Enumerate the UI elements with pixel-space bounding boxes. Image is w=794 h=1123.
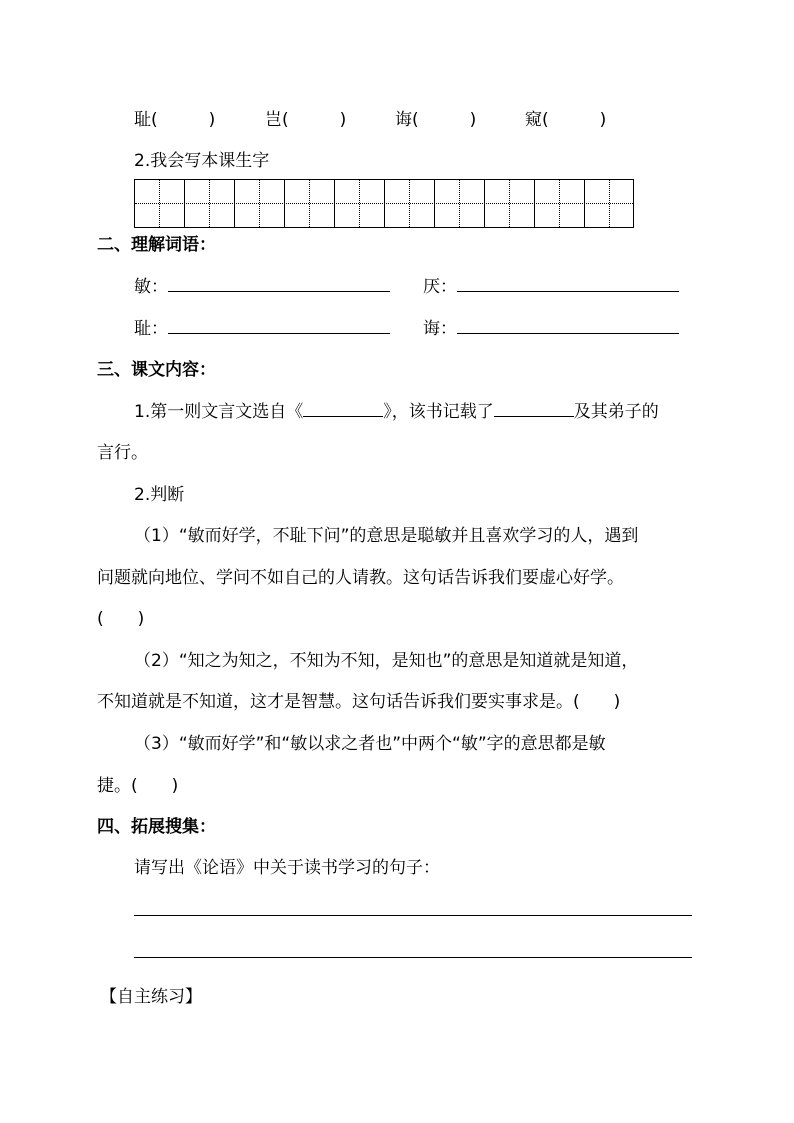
judgement-2-line-1: （2）“知之为知之，不知为不知，是知也”的意思是知道就是知道， [134,651,639,671]
self-practice-label: 【自主练习】 [100,987,202,1007]
vocab-answer-line[interactable] [168,319,390,334]
pinyin-blank[interactable]: ( ) [282,110,347,130]
pinyin-blank[interactable]: ( ) [542,110,607,130]
grid-line [559,180,560,227]
grid-line [259,180,260,227]
grid-line [459,180,460,227]
question-text: 》，该书记载了 [383,402,494,422]
vocab-label: 诲： [423,319,457,339]
grid-line [284,180,285,227]
grid-line [434,180,435,227]
pinyin-blank[interactable]: ( ) [412,110,477,130]
question-2-label: 2.判断 [134,485,185,505]
section-heading-content: 三、课文内容： [97,360,216,380]
character-writing-grid[interactable] [134,179,634,228]
vocab-item-chi [134,314,390,339]
judgement-3-line-1: （3）“敏而好学”和“敏以求之者也”中两个“敏”字的意思都是敏 [134,734,606,754]
grid-line [334,180,335,227]
section-heading-vocabulary: 二、理解词语： [97,235,216,255]
pinyin-item-4 [525,105,606,130]
pinyin-char: 岂 [265,110,282,130]
grid-line [584,180,585,227]
vocab-label: 厌： [423,277,457,297]
pinyin-char: 诲 [395,110,412,130]
grid-line [609,180,610,227]
pinyin-item-3 [395,105,476,130]
judgement-1-line-1: （1）“敏而好学，不耻下问”的意思是聪敏并且喜欢学习的人，遇到 [134,526,639,546]
grid-line [484,180,485,227]
grid-line [309,180,310,227]
grid-line [384,180,385,227]
question-1-line-1 [134,397,659,422]
judgement-1-line-2: 问题就向地位、学问不如自己的人请教。这句话告诉我们要虚心好学。 [97,568,624,588]
vocab-item-yan [423,272,679,297]
pinyin-item-1 [134,105,215,130]
vocab-item-hui [423,314,679,339]
grid-line [409,180,410,227]
book-title-blank[interactable] [303,402,383,417]
section-heading-extension: 四、拓展搜集： [97,817,216,837]
pinyin-char: 窥 [525,110,542,130]
question-text: 1.第一则文言文选自《 [134,402,304,422]
vocab-answer-line[interactable] [168,277,390,292]
vocab-label: 耻： [134,319,168,339]
extension-prompt: 请写出《论语》中关于读书学习的句子： [134,858,440,878]
grid-line [209,180,210,227]
answer-line-2[interactable] [134,957,692,958]
pinyin-blank[interactable]: ( ) [151,110,216,130]
pinyin-item-2 [265,105,346,130]
answer-line-1[interactable] [134,915,692,916]
grid-line [359,180,360,227]
grid-line [234,180,235,227]
person-blank[interactable] [494,402,574,417]
grid-line [509,180,510,227]
grid-line [534,180,535,227]
grid-line [159,180,160,227]
grid-line [184,180,185,227]
vocab-answer-line[interactable] [457,319,679,334]
question-1-line-2: 言行。 [97,443,148,463]
judgement-3-line-2: 捷。( ) [97,776,179,796]
vocab-item-min [134,272,390,297]
write-characters-label: 2.我会写本课生字 [134,151,270,171]
question-text: 及其弟子的 [573,402,659,422]
judgement-2-line-2: 不知道就是不知道，这才是智慧。这句话告诉我们要实事求是。( ) [97,692,621,712]
vocab-answer-line[interactable] [457,277,679,292]
vocab-label: 敏： [134,277,168,297]
pinyin-char: 耻 [134,110,151,130]
judgement-1-answer-paren[interactable]: ( ) [97,609,145,629]
